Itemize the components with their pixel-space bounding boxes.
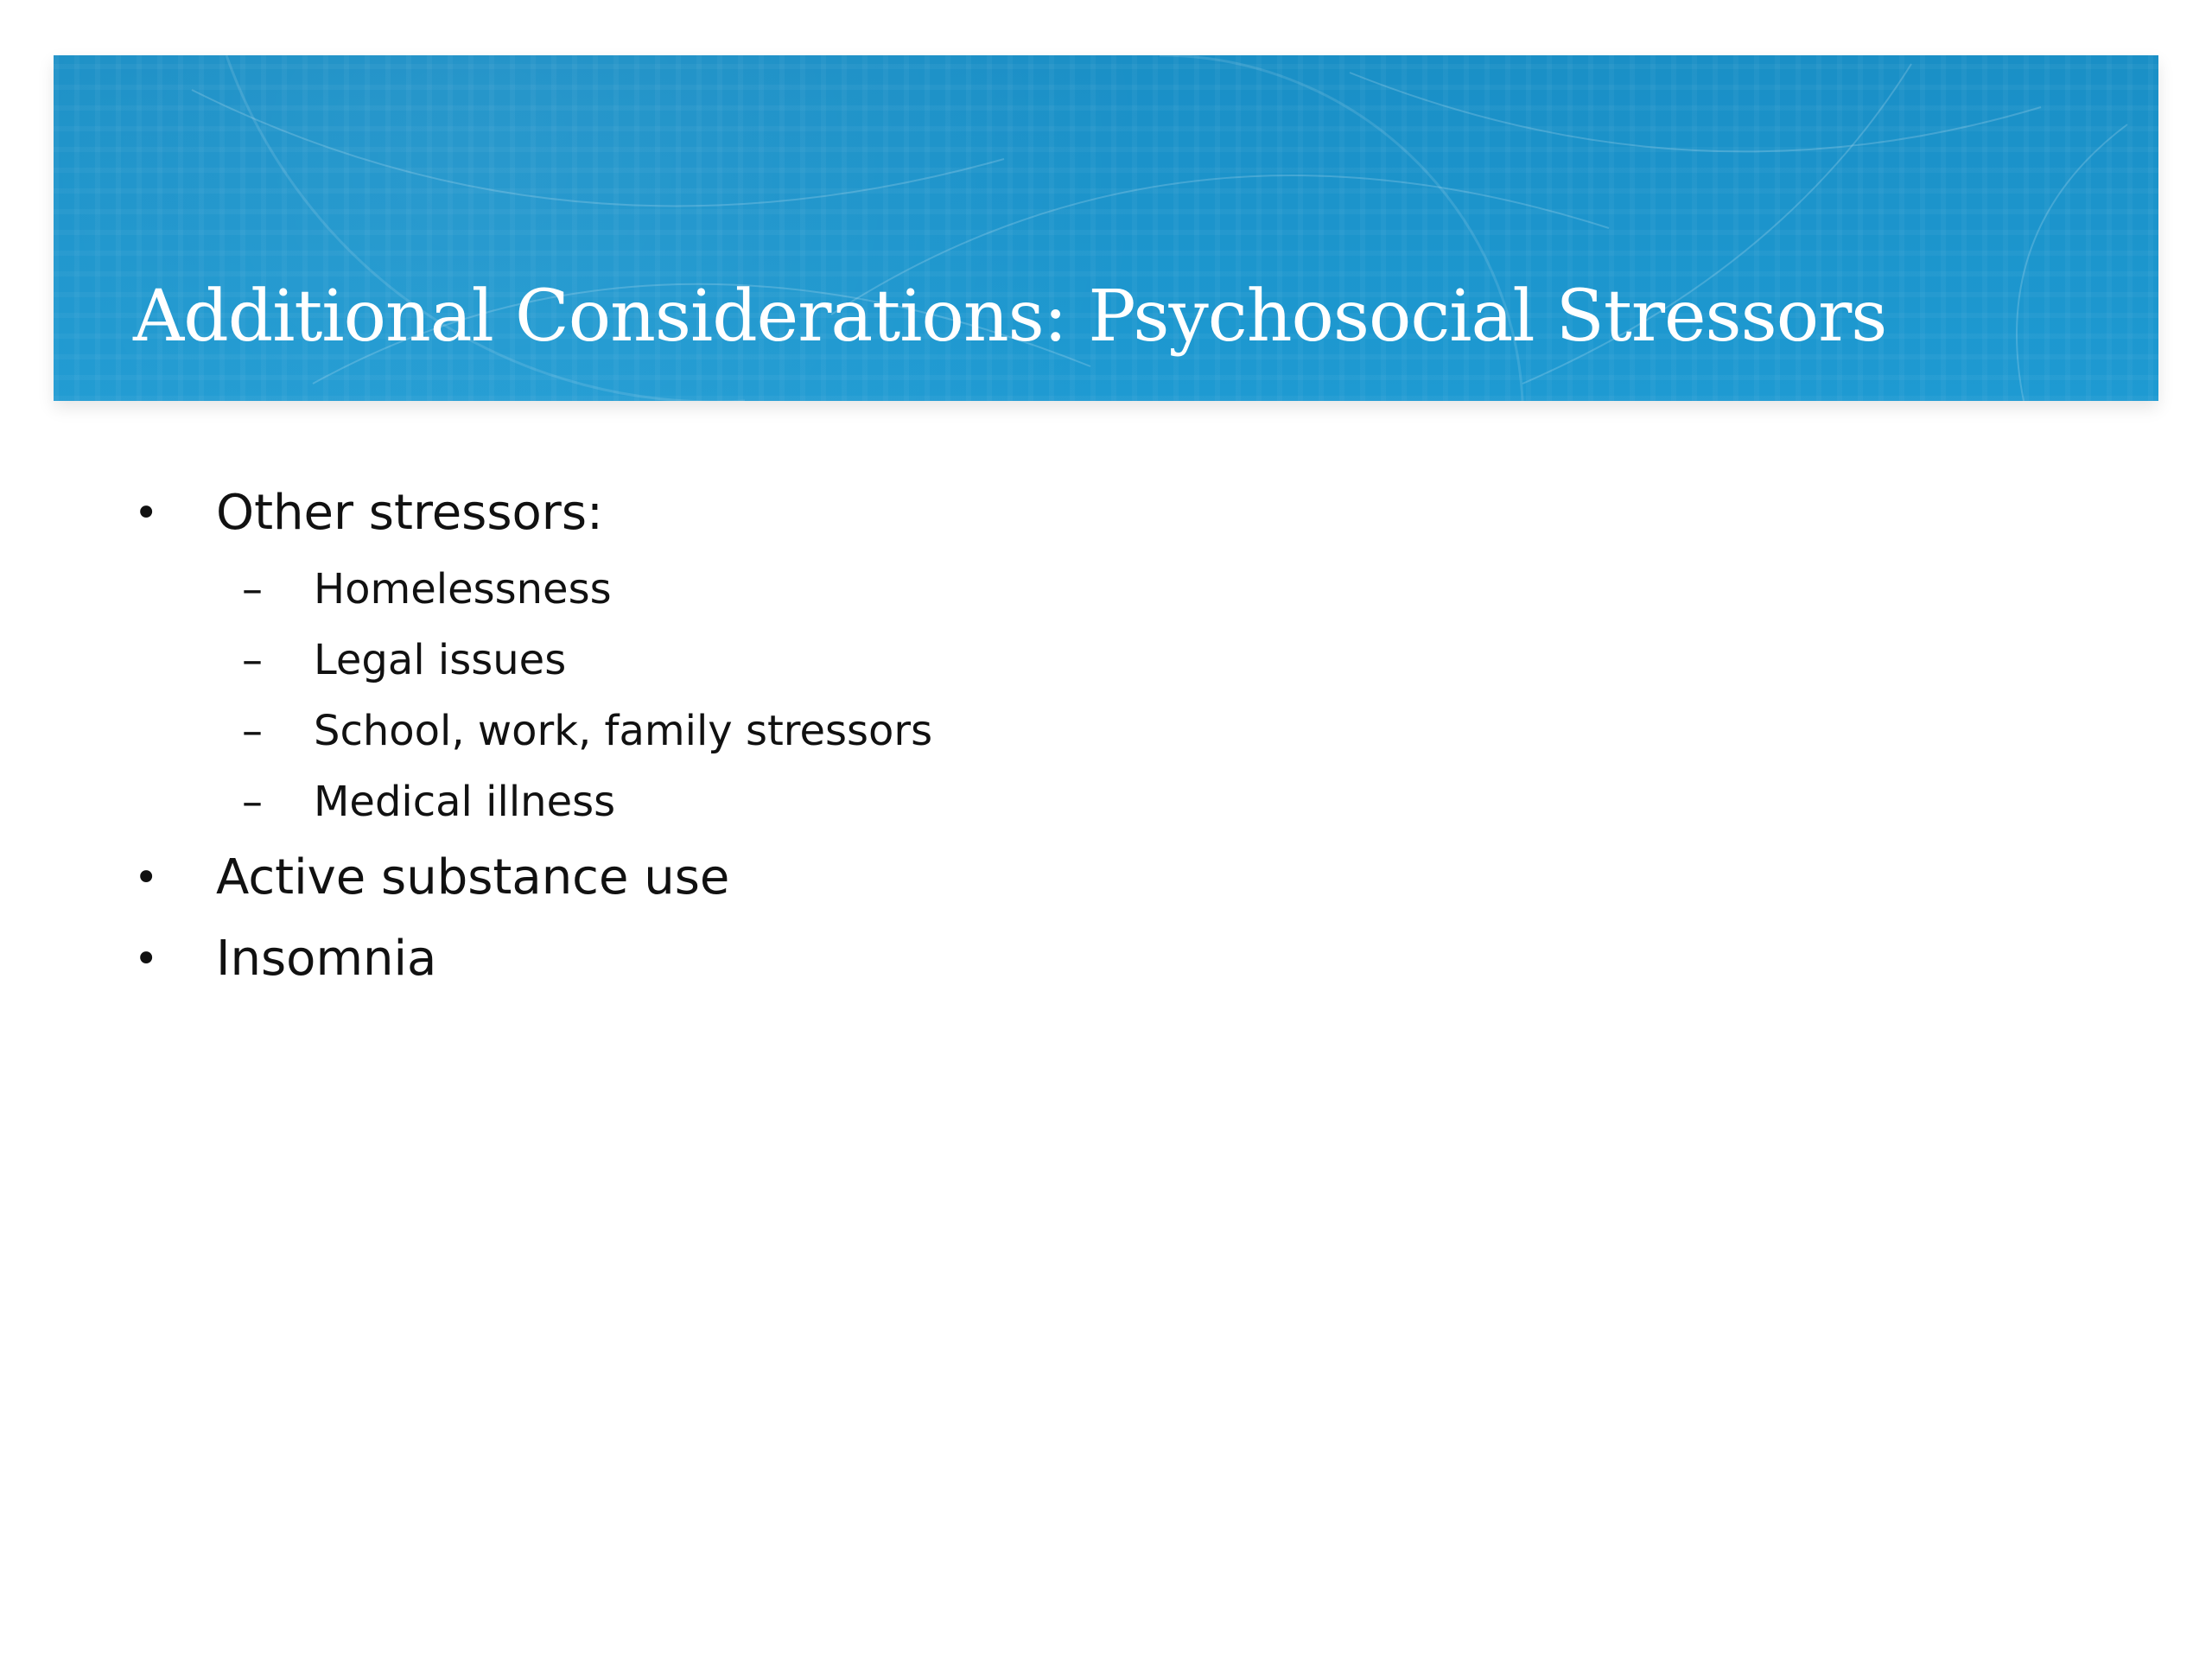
bullet-text: Insomnia [216, 931, 437, 987]
sub-bullet-marker: – [242, 707, 263, 755]
bullet-marker: • [134, 489, 159, 537]
sub-bullet-text: School, work, family stressors [314, 707, 933, 755]
bullet-text: Active substance use [216, 849, 730, 906]
slide-title: Additional Considerations: Psychosocial Stressors [133, 276, 1887, 358]
sub-bullet-marker: – [242, 778, 263, 826]
bullet-marker: • [134, 935, 159, 983]
bullet-text: Other stressors: [216, 485, 603, 541]
title-banner [54, 55, 2158, 401]
bullet-marker: • [134, 854, 159, 902]
sub-bullet-marker: – [242, 565, 263, 613]
sub-bullet-marker: – [242, 636, 263, 684]
sub-bullet-text: Legal issues [314, 636, 567, 684]
sub-bullet-text: Medical illness [314, 778, 616, 826]
sub-bullet-text: Homelessness [314, 565, 612, 613]
